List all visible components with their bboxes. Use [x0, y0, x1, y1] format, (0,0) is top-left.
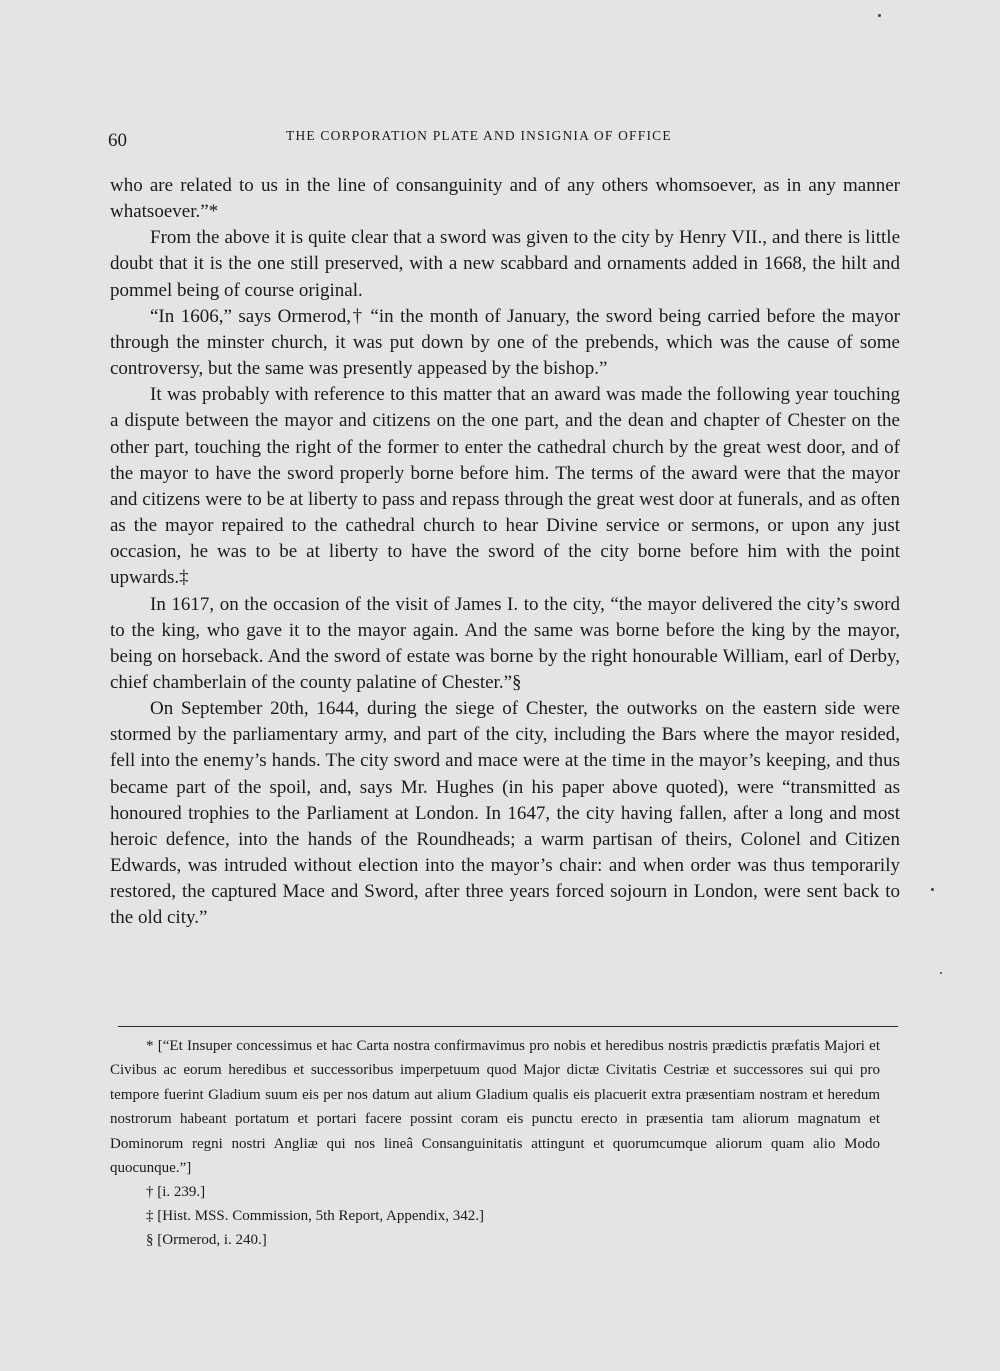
paper-speck [878, 14, 881, 17]
paper-speck [940, 972, 942, 974]
paragraph-henry-vii-sword: From the above it is quite clear that a sword was given to the city by Henry VII., and there is little doubt that it is the one still preserved, with a new scabbard and ornaments added in 1668, the hilt and pommel being of course original. [110, 227, 900, 301]
paragraph-james-visit-1617: In 1617, on the occasion of the visit of James I. to the city, “the mayor delivered the city’s sword to the king, who gave it to the mayor again. And the same was borne before the king by the mayor, being on horseback. And the sword of estate was borne by the right honourable William, earl of Derby, chief chamberlain of the county palatine of Chester.”§ [110, 593, 900, 693]
footnote-dagger: † [i. 239.] [146, 1184, 206, 1201]
body-text [110, 173, 900, 932]
paragraph-siege-1644: On September 20th, 1644, during the siege of Chester, the outworks on the eastern side were stormed by the parliamentary army, and part of the city, including the Bars where the mayor resided, fell into the enemy’s hands. The city sword and mace were at the time in the mayor’s keeping, and thus became part of the spoil, and, says Mr. Hughes (in his paper above quoted), were “transmitted as honoured trophies to the Parliament at London. In 1647, the city having fallen, after a long and most heroic defence, into the hands of the Roundheads; a warm partisan of theirs, Colonel and Citizen Edwards, was intruded without election into the mayor’s chair: and when order was thus temporarily restored, the captured Mace and Sword, after three years forced sojourn in London, were sent back to the old city.” [110, 698, 900, 929]
footnote-section: § [Ormerod, i. 240.] [146, 1232, 267, 1249]
paragraph-ormerod-1606: “In 1606,” says Ormerod,† “in the month of January, the sword being carried before the mayor through the minster church, it was put down by one of the prebends, which was the cause of some controversy, but the same was presently appeased by the bishop.” [110, 305, 900, 380]
paragraph-award-dispute: It was probably with reference to this matter that an award was made the following year touching a dispute between the mayor and citizens on the one part, and the dean and chapter of Chester on the other part, touching the right of the former to enter the cathedral church by the great west door, and of the mayor to have the sword properly borne before him. The terms of the award were that the mayor and citizens were to be at liberty to pass and repass through the great west door at funerals, and as often as the mayor repaired to the cathedral church to hear Divine service or sermons, or upon any just occasion, he was to be at liberty to have the sword of the city borne before him with the point upwards.‡ [110, 384, 900, 589]
running-title: THE CORPORATION PLATE AND INSIGNIA OF OFFICE [286, 128, 672, 143]
footnote-star: * [“Et Insuper concessimus et hac Carta nostra confirmavimus pro nobis et heredibus nostris prædictis præfatis Majori et Civibus ac eorum heredibus et successoribus imperpetuum quod Major dictæ Civitatis Cestriæ et successores sui qui pro tempore fuerint Gladium suum eis per nos datum aut alium Gladium qualis eis placuerit extra præsentiam nostram et heredum nostrorum habeant portatum et portari facere possint coram eis punctu erecto in præsentia tam aliorum magnatum et Dominorum regni nostri Angliæ qui nos lineâ Consanguinitatis attingunt et quorumcumque aliorum quam alio Modo quocunque.”] [110, 1038, 880, 1177]
footnote-rule [118, 1026, 898, 1027]
page-number: 60 [108, 130, 127, 151]
footnote-double-dagger: ‡ [Hist. MSS. Commission, 5th Report, Appendix, 342.] [146, 1208, 484, 1225]
paper-speck [931, 888, 934, 891]
paragraph-continuation: who are related to us in the line of consanguinity and of any others whomsoever, as in any manner whatsoever.”* [110, 175, 900, 223]
footnotes [110, 1034, 880, 1252]
